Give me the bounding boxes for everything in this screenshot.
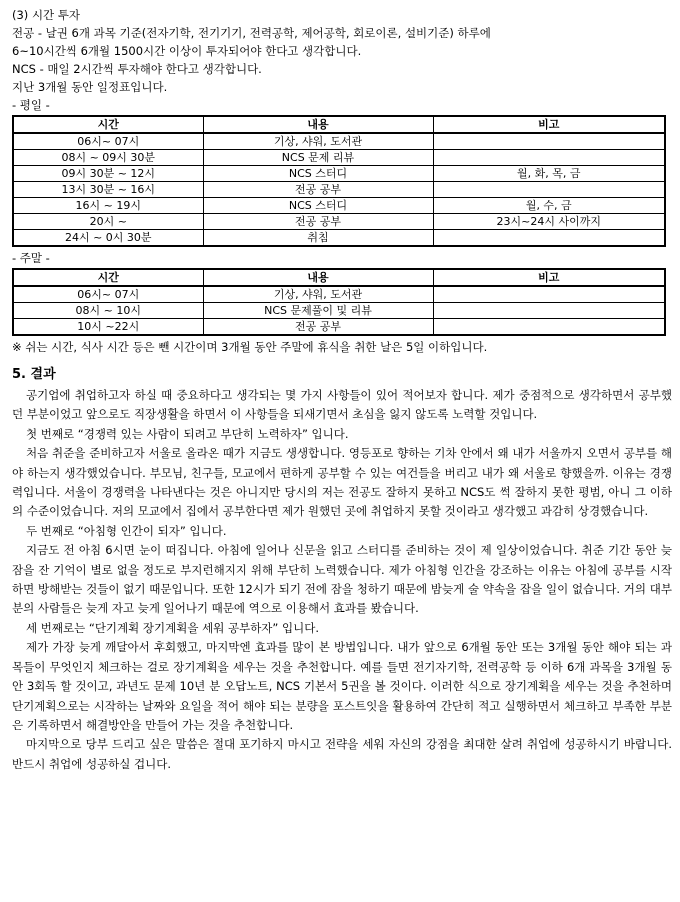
paragraph: 공기업에 취업하고자 하실 때 중요하다고 생각되는 몇 가지 사항들이 있어 적어보자 합니다. 제가 중점적으로 생각하면서 공부했던 부분이었고 앞으로도 직장생활을 하면서 이 사항들을 되새기면서 초심을 잃지 않도록 노력할 것입니다. <box>12 388 672 422</box>
cell-note <box>433 230 665 247</box>
table-row <box>13 230 665 247</box>
paragraph: 지금도 전 아침 6시면 눈이 떠집니다. 아침에 일어나 신문을 읽고 스터디를 준비하는 것이 제 일상이었습니다. 취준 기간 동안 늦잠을 잔 기억이 별로 없을 정도로 부지런해지지 위해 부단히 노력했습니다. 제가 아침형 인간을 강조하는 이유는 아침에 공부를 시작 하면 방해받는 것들이 없기 때문입니다. 또한 12시가 되기 전에 잠을 청하기 때문에 밤늦게 술 약속을 잡을 일이 없습니다. 거의 대부분의 사람들은 늦게 자고 늦게 일어나기 때문에 역으로 이용해서 효과를 봤습니다. <box>12 543 672 616</box>
cell-note <box>433 150 665 166</box>
cell-time: 06시~ 07시 <box>13 286 203 303</box>
header-note: 비고 <box>433 269 665 286</box>
weekday-table-body <box>13 133 665 246</box>
intro-line: 전공 - 날권 6개 과목 기준(전자기학, 전기기기, 전력공학, 제어공학, 회로이론, 설비기준) 하루에 <box>12 26 491 40</box>
cell-time: 24시 ~ 0시 30분 <box>13 230 203 247</box>
paragraph: 제가 가장 늦게 깨달아서 후회했고, 마지막엔 효과를 많이 본 방법입니다. 내가 앞으로 6개월 동안 또는 3개월 동안 해야 되는 과목들이 무엇인지 체크하는 걸로 장기계획을 세우는 것을 추천합니다. 예를 들면 전기자기학, 전력공학 등 이하 6개 과목을 3개월 동안 3회독 할 것이고, 과년도 문제 10년 분 오답노트, NCS 기본서 5권을 볼 것이다. 이러한 식으로 장기계획을 세우는 것을 추천하며 단기계획으로는 시작하는 날짜와 요일을 적어 해야 되는 분량을 포스트잇을 활용하여 간단히 적고 실행하면서 체크하고 부족한 부분은 기록하면서 해결방안을 만들어 가는 것을 추천합니다. <box>12 640 672 732</box>
paragraph: 마지막으로 당부 드리고 싶은 말씀은 절대 포기하지 마시고 전략을 세워 자신의 강점을 최대한 살려 취업에 성공하시기 바랍니다. 반드시 취업에 성공하실 겁니다. <box>12 737 672 771</box>
paragraph: 처음 취준을 준비하고자 서울로 올라온 때가 지금도 생생합니다. 영등포로 향하는 기차 안에서 왜 내가 서울까지 오면서 공부를 해야 하는지 생각했었습니다. 부모님, 친구들, 모교에서 편하게 공부할 수 있는 여건들을 버리고 내가 왜 서울로 향했을까. 이유는 경쟁력입니다. 서울이 경쟁력을 나타낸다는 것은 아니지만 당시의 저는 전공도 잘하지 못하고 NCS도 썩 잘하지 못한 평범, 아니 그 이하의 수준이었습니다. 저의 모교에서 집에서 공부한다면 제가 원했던 곳에 취업하지 못할 것이라고 생각했고 과감히 상경했습니다. <box>12 446 672 519</box>
cell-note <box>433 303 665 319</box>
intro-line: 지난 3개월 동안 일정표입니다. <box>12 80 168 94</box>
cell-time: 09시 30분 ~ 12시 <box>13 166 203 182</box>
cell-time: 16시 ~ 19시 <box>13 198 203 214</box>
cell-note <box>433 182 665 198</box>
cell-time: 06시~ 07시 <box>13 133 203 150</box>
footnote: ※ 쉬는 시간, 식사 시간 등은 뺀 시간이며 3개월 동안 주말에 휴식을 취한 날은 5일 이하입니다. <box>12 340 488 354</box>
cell-note: 23시~24시 사이까지 <box>433 214 665 230</box>
cell-content: NCS 스터디 <box>203 198 433 214</box>
table-header-row <box>13 116 665 133</box>
weekday-schedule-table <box>12 115 666 247</box>
cell-time: 20시 ~ <box>13 214 203 230</box>
cell-time: 08시 ~ 10시 <box>13 303 203 319</box>
cell-content: NCS 문제풀이 및 리뷰 <box>203 303 433 319</box>
table-header-row <box>13 269 665 286</box>
cell-content: 전공 공부 <box>203 182 433 198</box>
intro-line: NCS - 매일 2시간씩 투자해야 한다고 생각합니다. <box>12 62 262 76</box>
table-row <box>13 214 665 230</box>
cell-note <box>433 286 665 303</box>
section-heading: 5. 결과 <box>12 367 56 382</box>
paragraph: 두 번째로 “아침형 인간이 되자” 입니다. <box>26 523 227 538</box>
paragraph: 첫 번째로 “경쟁력 있는 사람이 되려고 부단히 노력하자” 입니다. <box>26 426 349 441</box>
header-time: 시간 <box>13 116 203 133</box>
intro-line: 6~10시간씩 6개월 1500시간 이상이 투자되어야 한다고 생각합니다. <box>12 44 362 58</box>
document-page <box>12 6 672 774</box>
header-time: 시간 <box>13 269 203 286</box>
section-title: (3) 시간 투자 <box>12 8 81 22</box>
table-row <box>13 319 665 336</box>
weekend-schedule-table <box>12 268 666 336</box>
header-note: 비고 <box>433 116 665 133</box>
header-content: 내용 <box>203 269 433 286</box>
cell-note <box>433 319 665 336</box>
table-row <box>13 182 665 198</box>
table-row <box>13 198 665 214</box>
cell-content: 전공 공부 <box>203 214 433 230</box>
weekend-label: - 주말 - <box>12 251 50 265</box>
weekday-label: - 평일 - <box>12 98 50 112</box>
table-row <box>13 286 665 303</box>
cell-content: 기상, 샤워, 도서관 <box>203 286 433 303</box>
table-row <box>13 133 665 150</box>
cell-content: 전공 공부 <box>203 319 433 336</box>
cell-content: 기상, 샤워, 도서관 <box>203 133 433 150</box>
table-row <box>13 166 665 182</box>
weekend-table-body <box>13 286 665 335</box>
cell-content: NCS 문제 리뷰 <box>203 150 433 166</box>
cell-content: NCS 스터디 <box>203 166 433 182</box>
cell-note: 월, 수, 금 <box>433 198 665 214</box>
cell-note <box>433 133 665 150</box>
cell-note: 월, 화, 목, 금 <box>433 166 665 182</box>
cell-time: 10시 ~22시 <box>13 319 203 336</box>
cell-content: 취침 <box>203 230 433 247</box>
table-row <box>13 303 665 319</box>
cell-time: 08시 ~ 09시 30분 <box>13 150 203 166</box>
cell-time: 13시 30분 ~ 16시 <box>13 182 203 198</box>
paragraph: 세 번째로는 “단기계획 장기계획을 세워 공부하자” 입니다. <box>26 620 320 635</box>
header-content: 내용 <box>203 116 433 133</box>
table-row <box>13 150 665 166</box>
